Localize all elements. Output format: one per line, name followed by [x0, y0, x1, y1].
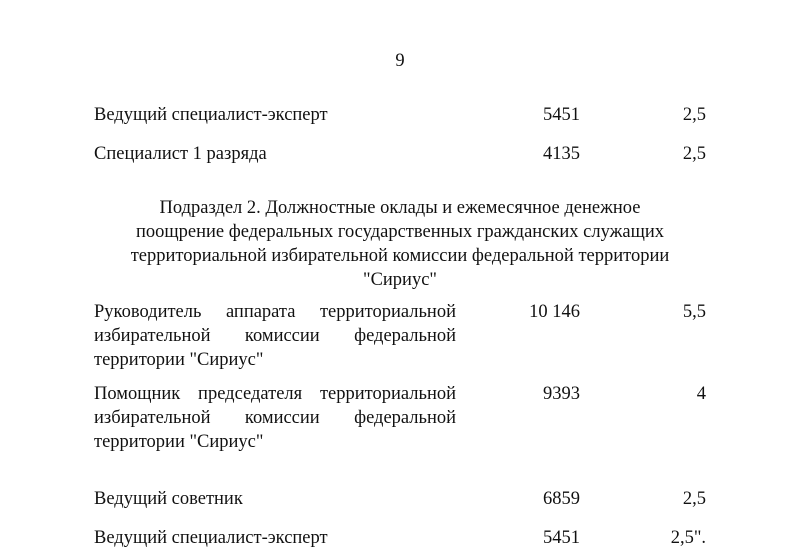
coefficient-value: 2,5 [682, 144, 706, 164]
position-name: Специалист 1 разряда [94, 144, 267, 164]
coefficient-value: 2,5". [670, 528, 706, 548]
page-number: 9 [395, 51, 405, 71]
salary-value: 10 146 [529, 302, 580, 322]
salary-value: 5451 [543, 105, 580, 125]
position-name: Ведущий советник [94, 489, 243, 509]
salary-value: 6859 [543, 489, 580, 509]
position-name: Руководитель аппарата территориальной избирательной комиссии федеральной территории "Сириус" [94, 302, 456, 370]
coefficient-value: 5,5 [682, 302, 706, 322]
subsection-heading: Подраздел 2. Должностные оклады и ежемесячное денежное поощрение федеральных государственных гражданских служащих территориальной избирательной комиссии федеральной территории "Сириус" [130, 198, 670, 290]
coefficient-value: 2,5 [682, 105, 706, 125]
position-name: Ведущий специалист-эксперт [94, 105, 328, 125]
coefficient-value: 4 [696, 384, 706, 404]
position-name: Помощник председателя территориальной избирательной комиссии федеральной территории "Сириус" [94, 384, 456, 452]
salary-value: 5451 [543, 528, 580, 548]
salary-value: 4135 [543, 144, 580, 164]
salary-value: 9393 [543, 384, 580, 404]
coefficient-value: 2,5 [682, 489, 706, 509]
position-name: Ведущий специалист-эксперт [94, 528, 328, 548]
